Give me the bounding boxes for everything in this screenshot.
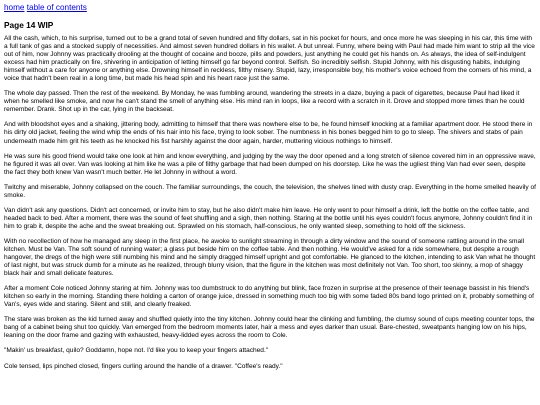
paragraph: And with bloodshot eyes and a shaking, jittering body, admitting to himself that there was nowhere else to be, he found himself knocking at a familiar apartment door. He stood there in his dirty old jacket, feeling the wind whip the ends of his hair into his face, trying to look sober. The numbness in his bones begged him to go to sleep. The shivers and stabs of pain underneath made him grit his teeth as he knocked his fist harshly against the door again, harder, muttering vicious nothings to himself. [4, 121, 533, 145]
paragraph: Van didn't ask any questions. Didn't act concerned, or invite him to stay, but he also didn't make him leave. He only went to pour himself a drink, left the bottle on the coffee table, and headed back to bed. After a moment, there was the sound of feet shuffling and a sigh, then nothing. Staring at the bottle until his eyes couldn't focus anymore, Johnny couldn't find it in him to grab it, despite the ache and the sweat breaking out. Sprawled on his stomach, half-conscious, he only wanted sleep, something to hold off the sickness. [4, 206, 533, 230]
paragraph: All the cash, which, to his surprise, turned out to be a grand total of seven hundred and fifty dollars, sat in his pocket for hours, and once more he was sleeping in his car, this time with a full tank of gas and a stocked supply of necessities. And almost seven hundred dollars in his wallet. A but unreal. Funny, where being with Paul had made him want to strip all the vice out of him, now Johnny was practically drooling at the thought of cocaine and booze, pills and powders, just anything he could get his hands on. As always, the idea of self-indulgent excess had him practically on fire, shivering in anticipation of letting himself go far beyond control. Selfish. So incredibly selfish. Stupid Johnny, with his disgusting habits, indulging himself without a care for anyone or anything else. Drowning himself in reckless, filthy misery. Stupid, lazy, irresponsible boy, his mother's voice echoed from the corners of his mind, a voice that hadn't been real in a long time, but made his head spin and his heart race just the same. [4, 35, 535, 83]
paragraph: He was sure his good friend would take one look at him and know everything, and judging by the way the door opened and a long stretch of silence covered him in an oppressive wave, he figured it was all over. Van was looking at him like he was a pile of filthy garbage that had been dumped on his doorstep. Like he was the ugliest thing Van had ever seen, despite the fact they both knew Van wasn't much better. He let Johnny in without a word. [4, 152, 536, 176]
story-body [4, 35, 536, 371]
paragraph: With no recollection of how he managed any sleep in the first place, he awoke to sunlight streaming in through a dirty window and the sound of someone rattling around in the small kitchen. Must be Van. The soft sound of running water; a glass put beside him on the coffee table. And then nothing. He would've asked for a ride somewhere, but despite a rough hangover, the dregs of the high were still numbing his mind and he simply dragged himself upright and got comfortable. He glanced to the kitchen, intending to ask Van what he thought of last night, but was struck dumb for a minute as he realized, through blurry vision, that the figure in the kitchen was most definitely not Van. Too short, too skinny, a mop of shaggy black hair and small delicate features. [4, 237, 536, 278]
paragraph: After a moment Cole noticed Johnny staring at him. Johnny was too dumbstruck to do anything but blink, face frozen in surprise at the presence of their teenage bassist in his friend's kitchen so early in the morning. Standing there holding a carton of orange juice, dressed in something much too big with some faded 80s band logo printed on it, probably something of Van's, eyes wide and staring. Silent and still, and clearly freaked. [4, 285, 534, 309]
paragraph: Twitchy and miserable, Johnny collapsed on the couch. The familiar surroundings, the couch, the television, the shelves lined with dusty crap. Everything in the home smelled heavily of smoke. [4, 183, 536, 199]
paragraph: "Makin' us breakfast, quilo? Goddamn, hope not. I'd like you to keep your fingers attached." [4, 347, 269, 355]
paragraph: Cole tensed, lips pinched closed, fingers curling around the handle of a drawer. "Coffee's ready." [4, 362, 283, 370]
top-nav [4, 3, 536, 13]
page-title: Page 14 WIP [4, 20, 54, 30]
table-of-contents-link[interactable]: table of contents [26, 3, 87, 12]
home-link[interactable]: home [4, 3, 25, 12]
paragraph: The stare was broken as the kid turned away and shuffled quietly into the tiny kitchen. Johnny could hear the clinking and fumbling, the clumsy sound of cups meeting counter tops, the bang of a cabinet being shut too quickly. Van emerged from the bedroom moments later, hair a mess and eyes darker than usual. Bare-chested, sweatpants hanging low on his hips, leaning on the door frame and gazing with exhausted, heavy-lidded eyes across the room to Cole. [4, 316, 535, 340]
paragraph: The whole day passed. Then the rest of the weekend. By Monday, he was fumbling around, wandering the streets in a daze, buying a pack of cigarettes, because Paul had liked it when he smelled like smoke, and now he can't stand the smell of anything else. His mind ran in loops, like a record with a scratch in it. Drove and stopped more times than he could remember. Drank. Shot up in the car, lying in the backseat. [4, 90, 525, 114]
